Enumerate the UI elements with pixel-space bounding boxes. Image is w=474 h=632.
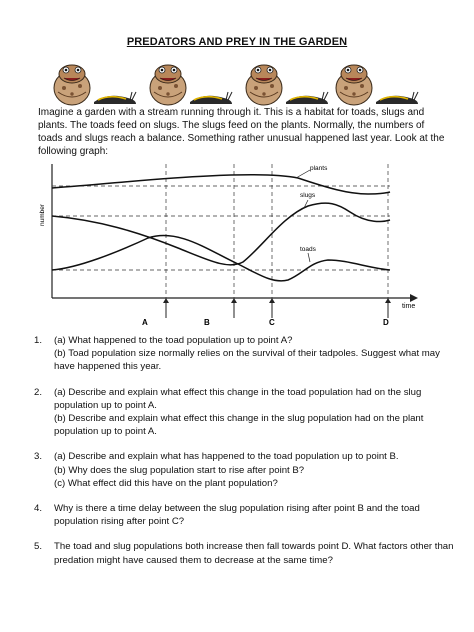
question-line: (c) What effect did this have on the plant population? xyxy=(54,477,278,489)
point-label-d: D xyxy=(383,318,389,327)
question-number: 2. xyxy=(34,386,43,398)
x-axis-label: time xyxy=(402,303,416,310)
series-label-slugs: slugs xyxy=(300,192,316,199)
question-5 xyxy=(34,540,454,566)
arrow-up-icon xyxy=(163,298,169,303)
question-line: The toad and slug populations both increase then fall towards point D. What factors other than predation might have caused them to decrease at the same time? xyxy=(54,541,454,566)
question-3 xyxy=(34,450,454,490)
toads-pointer xyxy=(308,253,310,262)
question-2 xyxy=(34,386,454,439)
question-list xyxy=(34,334,454,579)
population-graph xyxy=(38,160,428,330)
question-number: 4. xyxy=(34,503,43,515)
plants-curve xyxy=(52,175,390,194)
toad-and-slug-illustration xyxy=(332,58,422,108)
series-label-toads: toads xyxy=(300,246,316,253)
question-1 xyxy=(34,334,454,374)
point-label-c: C xyxy=(269,318,275,327)
question-line: (b) Why does the slug population start to rise after point B? xyxy=(54,464,305,476)
toad-and-slug-illustration xyxy=(50,58,140,108)
intro-paragraph: Imagine a garden with a stream running through it. This is a habitat for toads, slugs and plants. The toads feed on slugs. The slugs feed on the plants. Normally, the numbers of toads and slugs reach a balance. Something rather unusual happened last year. Look at the following graph: xyxy=(38,107,445,157)
point-label-b: B xyxy=(204,318,210,327)
toad-and-slug-illustration xyxy=(146,58,236,108)
population-graph-svg xyxy=(38,160,428,330)
toad-and-slug-illustration xyxy=(242,58,332,108)
x-axis-arrow-icon xyxy=(410,294,418,302)
page-title: PREDATORS AND PREY IN THE GARDEN xyxy=(126,36,348,48)
arrow-up-icon xyxy=(385,298,391,303)
question-number: 1. xyxy=(34,335,43,346)
question-line: (a) What happened to the toad population up to point A? xyxy=(54,335,293,346)
question-line: (b) Toad population size normally relies on the survival of their tadpoles. Suggest what may have happened this year. xyxy=(54,348,440,373)
question-number: 3. xyxy=(34,451,43,463)
question-line: (a) Describe and explain what has happened to the toad population up to point B. xyxy=(54,451,399,463)
toads-curve xyxy=(52,235,390,280)
question-line: (a) Describe and explain what effect this change in the toad population had on the slug population up to point A. xyxy=(54,386,422,411)
question-number: 5. xyxy=(34,541,43,553)
series-label-plants: plants xyxy=(310,165,328,172)
plants-pointer xyxy=(296,170,310,178)
arrow-up-icon xyxy=(231,298,237,303)
question-4 xyxy=(34,502,454,528)
illustration-row xyxy=(50,58,430,108)
question-line: Why is there a time delay between the slug population rising after point B and the toad population rising after point C? xyxy=(54,503,420,528)
question-line: (b) Describe and explain what effect this change in the slug population had on the plant population up to point A. xyxy=(54,413,424,438)
point-label-a: A xyxy=(142,318,148,327)
y-axis-label: number xyxy=(39,203,46,226)
arrow-up-icon xyxy=(269,298,275,303)
